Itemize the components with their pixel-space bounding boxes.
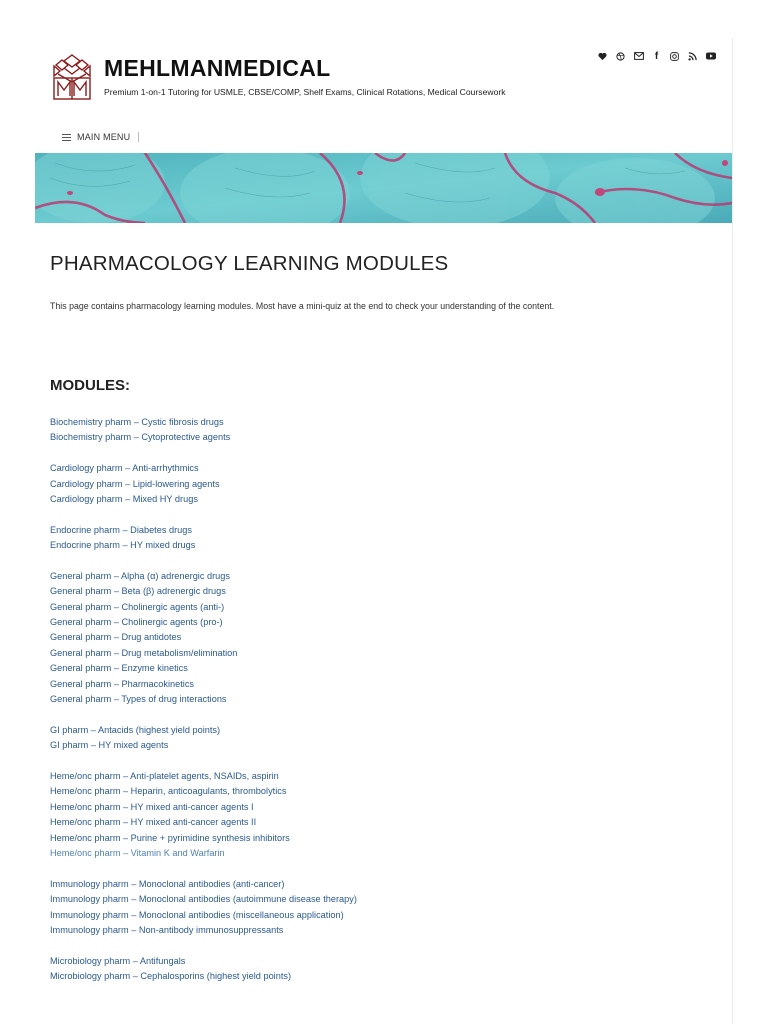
- module-link[interactable]: Cardiology pharm – Anti-arrhythmics: [50, 463, 199, 474]
- group-immunology: [50, 877, 650, 939]
- group-heme-onc: [50, 769, 650, 861]
- site-logo-icon[interactable]: [50, 52, 94, 102]
- main-menu-button[interactable]: [62, 130, 139, 144]
- module-link[interactable]: Immunology pharm – Monoclonal antibodies (miscellaneous application): [50, 909, 344, 920]
- group-cardiology: [50, 461, 650, 507]
- module-link[interactable]: Heme/onc pharm – Anti-platelet agents, NSAIDs, aspirin: [50, 770, 279, 781]
- module-link[interactable]: General pharm – Drug antidotes: [50, 632, 182, 643]
- module-link[interactable]: General pharm – Drug metabolism/elimination: [50, 647, 238, 658]
- module-link[interactable]: Immunology pharm – Non-antibody immunosuppressants: [50, 924, 284, 935]
- module-link[interactable]: General pharm – Pharmacokinetics: [50, 678, 195, 689]
- module-link[interactable]: Heme/onc pharm – Purine + pyrimidine synthesis inhibitors: [50, 832, 290, 843]
- module-link[interactable]: Biochemistry pharm – Cytoprotective agents: [50, 432, 231, 443]
- rss-icon[interactable]: [687, 51, 698, 62]
- instagram-icon[interactable]: [669, 51, 680, 62]
- header-banner-image: [35, 153, 732, 223]
- module-link[interactable]: Immunology pharm – Monoclonal antibodies (anti-cancer): [50, 878, 285, 889]
- dribbble-icon[interactable]: [615, 51, 626, 62]
- module-link[interactable]: Immunology pharm – Monoclonal antibodies (autoimmune disease therapy): [50, 894, 357, 905]
- module-link[interactable]: Cardiology pharm – Mixed HY drugs: [50, 493, 198, 504]
- group-endocrine: [50, 523, 650, 554]
- module-link[interactable]: General pharm – Alpha (α) adrenergic drugs: [50, 570, 230, 581]
- site-tagline: Premium 1-on-1 Tutoring for USMLE, CBSE/COMP, Shelf Exams, Clinical Rotations, Medical Coursework: [104, 87, 506, 97]
- group-microbiology: [50, 954, 650, 985]
- modules-heading: MODULES:: [50, 377, 130, 394]
- email-icon[interactable]: [633, 51, 644, 62]
- group-general: [50, 569, 650, 708]
- module-link[interactable]: Endocrine pharm – HY mixed drugs: [50, 540, 196, 551]
- module-link[interactable]: General pharm – Types of drug interactions: [50, 694, 227, 705]
- module-link[interactable]: GI pharm – HY mixed agents: [50, 740, 169, 751]
- social-links: [597, 49, 716, 63]
- module-link[interactable]: Heme/onc pharm – Vitamin K and Warfarin: [50, 847, 225, 858]
- site-title[interactable]: MEHLMANMEDICAL: [104, 55, 331, 81]
- module-link[interactable]: General pharm – Enzyme kinetics: [50, 663, 188, 674]
- module-link[interactable]: Microbiology pharm – Antifungals: [50, 955, 186, 966]
- module-link[interactable]: Biochemistry pharm – Cystic fibrosis drugs: [50, 417, 224, 427]
- module-link[interactable]: Heme/onc pharm – Heparin, anticoagulants, thrombolytics: [50, 786, 287, 797]
- group-gi: [50, 723, 650, 754]
- page-title: PHARMACOLOGY LEARNING MODULES: [50, 252, 449, 275]
- heart-icon[interactable]: [597, 51, 608, 62]
- hamburger-menu-icon: [62, 134, 71, 141]
- module-link[interactable]: General pharm – Cholinergic agents (anti-): [50, 601, 225, 612]
- module-list: [50, 415, 650, 1000]
- facebook-icon[interactable]: f: [654, 50, 659, 62]
- module-link[interactable]: Cardiology pharm – Lipid-lowering agents: [50, 478, 220, 489]
- page-intro: This page contains pharmacology learning modules. Most have a mini-quiz at the end to check your understanding of the content.: [50, 301, 555, 311]
- menu-divider: [138, 132, 139, 142]
- module-link[interactable]: Heme/onc pharm – HY mixed anti-cancer agents I: [50, 801, 254, 812]
- page-edge: [732, 38, 733, 1024]
- group-biochemistry: [50, 415, 650, 446]
- module-link[interactable]: Endocrine pharm – Diabetes drugs: [50, 524, 192, 535]
- module-link[interactable]: Microbiology pharm – Cephalosporins (highest yield points): [50, 971, 292, 982]
- module-link[interactable]: GI pharm – Antacids (highest yield points): [50, 724, 221, 735]
- main-menu-label: MAIN MENU: [77, 132, 131, 142]
- module-link[interactable]: General pharm – Beta (β) adrenergic drugs: [50, 586, 226, 597]
- module-link[interactable]: Heme/onc pharm – HY mixed anti-cancer agents II: [50, 817, 257, 828]
- module-link[interactable]: General pharm – Cholinergic agents (pro-): [50, 617, 223, 628]
- youtube-icon[interactable]: [705, 51, 716, 62]
